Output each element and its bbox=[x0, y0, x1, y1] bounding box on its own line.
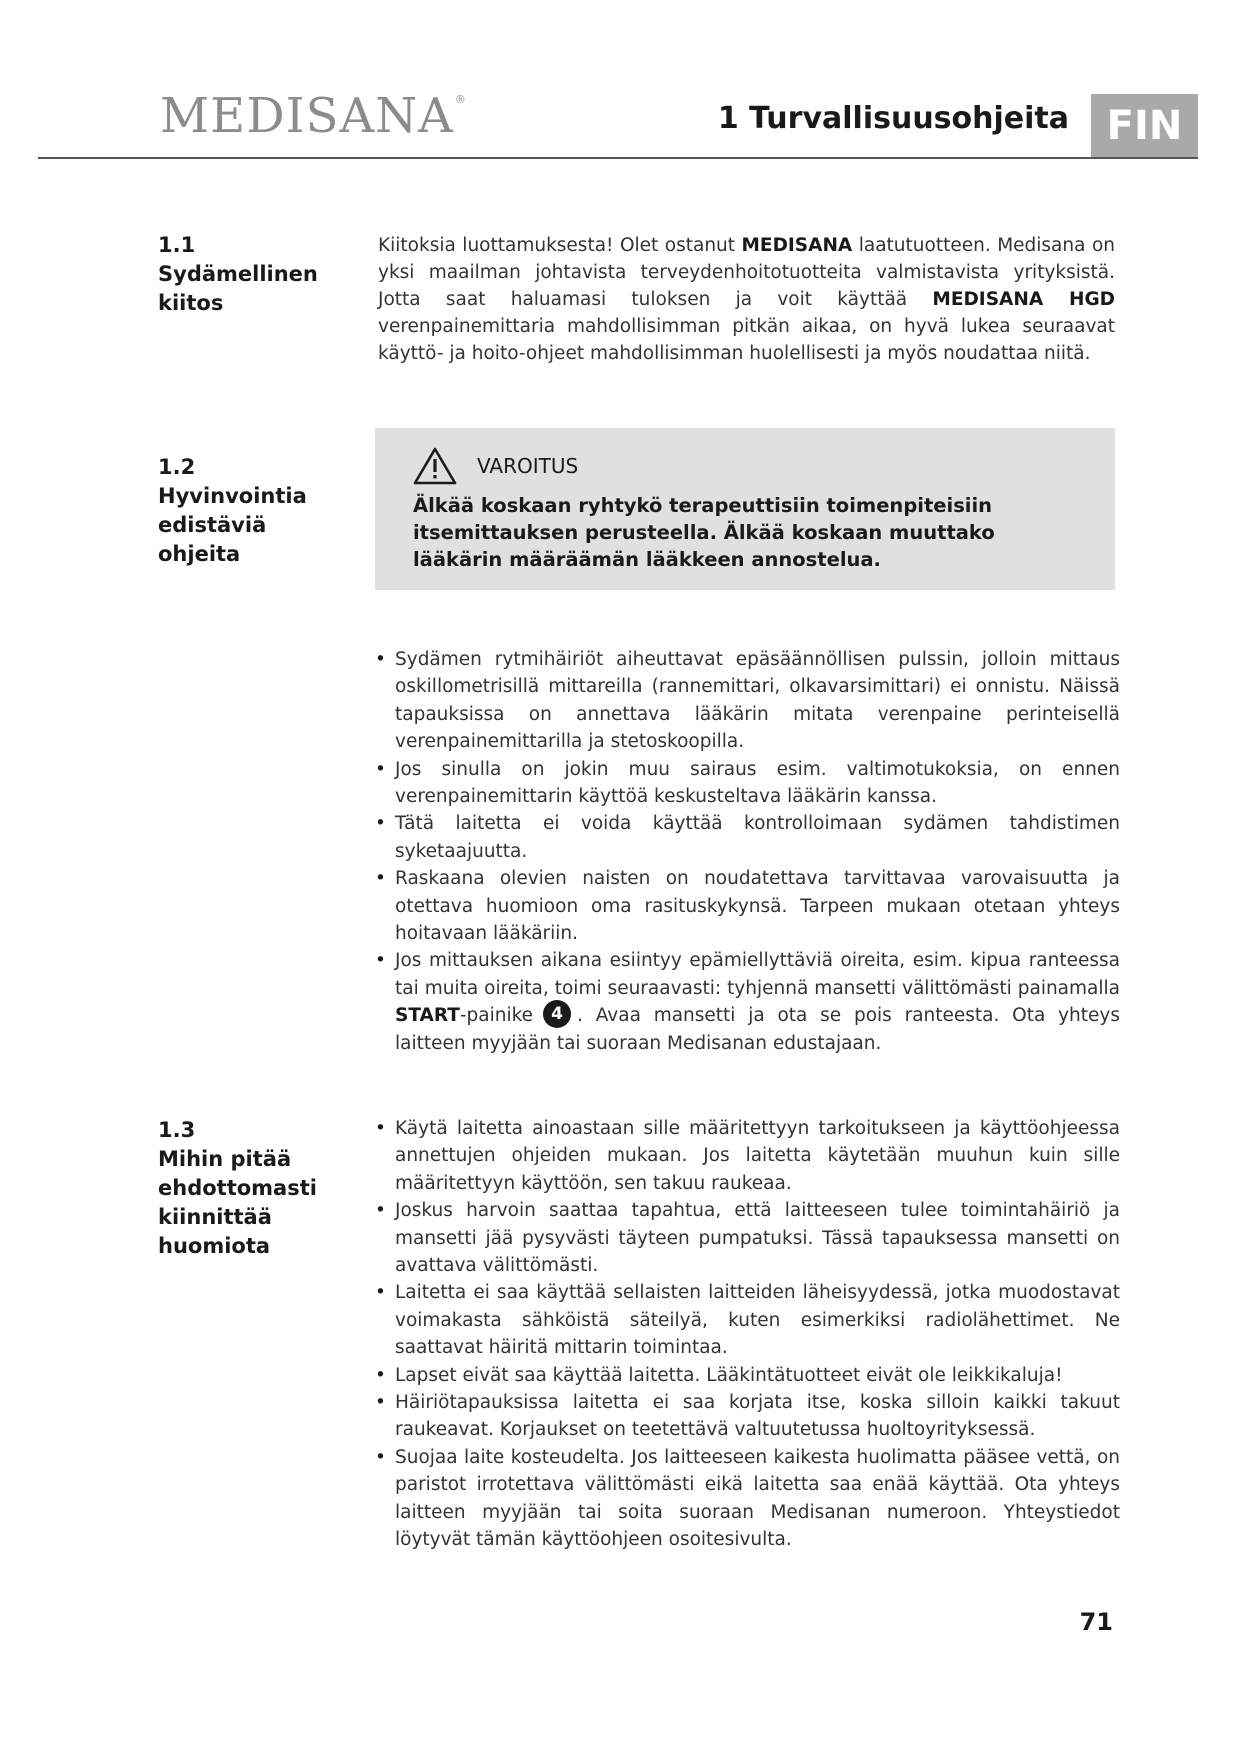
warning-triangle-icon bbox=[413, 447, 457, 485]
header-divider bbox=[38, 157, 1198, 159]
list-item: • Tätä laitetta ei voida käyttää kontrolloimaan sydämen tahdistimen syketaajuutta. bbox=[375, 810, 1120, 865]
section-title-line: huomiota bbox=[158, 1234, 271, 1258]
section-title-line: Sydämellinen bbox=[158, 262, 318, 286]
list-item: • Suojaa laite kosteudelta. Jos laitteeseen kaikesta huolimatta pääsee vettä, on paristot irrotettava välittömästi eikä laitetta saa enää käyttää. Ota yhteys laitteen myyjään tai soita suoraan Medisanan numeroon. Yhteystiedot löytyvät tämän käyttöohjeen osoitesivulta. bbox=[375, 1444, 1120, 1554]
list-item: • Käytä laitetta ainoastaan sille määritettyyn tarkoitukseen ja käyttöohjeessa annettujen ohjeiden mukaan. Jos laitetta käytetään muuhun kuin sille määritettyyn käyttöön, sen takuu raukeaa. bbox=[375, 1115, 1120, 1197]
section-1-3-heading bbox=[158, 1116, 348, 1261]
list-item: • Raskaana olevien naisten on noudatettava tarvittavaa varovaisuutta ja otettava huomioon oma rasituskykynsä. Tarpeen mukaan otetaan yhteys hoitavaan lääkäriin. bbox=[375, 865, 1120, 947]
product-name: MEDISANA HGD bbox=[932, 289, 1115, 310]
reference-number-badge: 4 bbox=[543, 1000, 571, 1028]
precautions-list bbox=[375, 1115, 1120, 1554]
section-title-line: Mihin pitää bbox=[158, 1147, 292, 1171]
section-number: 1.3 bbox=[158, 1118, 196, 1142]
section-1-1-heading bbox=[158, 231, 348, 318]
list-item: • Jos sinulla on jokin muu sairaus esim. valtimotukoksia, on ennen verenpainemittarin käyttöä keskusteltava lääkärin kanssa. bbox=[375, 756, 1120, 811]
section-title-line: kiitos bbox=[158, 291, 224, 315]
list-item: • Sydämen rytmihäiriöt aiheuttavat epäsäännöllisen pulssin, jolloin mittaus oskillometrisillä mittareilla (rannemittari, olkavarsimittari) ei onnistu. Näissä tapauksissa on annettava lääkärin mitata verenpaine perinteisellä verenpainemittarilla ja stetoskoopilla. bbox=[375, 646, 1120, 756]
brand-name: MEDISANA bbox=[741, 235, 853, 256]
chapter-title: 1 Turvallisuusohjeita bbox=[717, 101, 1069, 136]
list-item: • Häiriötapauksissa laitetta ei saa korjata itse, koska silloin kaikki takuut raukeavat. Korjaukset on teetettävä valtuutetussa huoltoyrityksessä. bbox=[375, 1389, 1120, 1444]
section-title-line: ehdottomasti bbox=[158, 1176, 317, 1200]
start-button-label: START bbox=[395, 1005, 460, 1027]
section-number: 1.2 bbox=[158, 455, 196, 479]
health-advice-list bbox=[375, 646, 1120, 1058]
section-number: 1.1 bbox=[158, 233, 196, 257]
warning-text: Älkää koskaan ryhtykö terapeuttisiin toimenpiteisiin itsemittauksen perusteella. Älkää koskaan muuttako lääkärin määräämän lääkkeen annostelua. bbox=[413, 494, 995, 571]
warning-box bbox=[375, 428, 1115, 590]
list-item: • Joskus harvoin saattaa tapahtua, että laitteeseen tulee toimintahäiriö ja mansetti jää pysyvästi täyteen pumpatuksi. Tässä tapauksessa mansetti on avattava välittömästi. bbox=[375, 1197, 1120, 1279]
list-item: • Laitetta ei saa käyttää sellaisten laitteiden läheisyydessä, jotka muodostavat voimakasta sähköistä säteilyä, kuten esimerkiksi radiolähettimet. Ne saattavat häiritä mittarin toimintaa. bbox=[375, 1279, 1120, 1361]
thanks-paragraph: Kiitoksia luottamuksesta! Olet ostanut MEDISANA laatutuotteen. Medisana on yksi maailman johtavista terveydenhoitotuotteita valmistavista yrityksistä. Jotta saat haluamasi tuloksen ja voit käyttää MEDISANA HGD verenpainemittaria mahdollisimman pitkän aikaa, on hyvä lukea seuraavat käyttö- ja hoito-ohjeet mahdollisimman huolellisesti ja myös noudattaa niitä. bbox=[378, 235, 1115, 364]
warning-label: VAROITUS bbox=[477, 454, 579, 478]
list-item: • Lapset eivät saa käyttää laitetta. Lääkintätuotteet eivät ole leikkikaluja! bbox=[375, 1362, 1120, 1389]
section-1-2-heading bbox=[158, 453, 348, 569]
section-title-line: Hyvinvointia bbox=[158, 484, 307, 508]
list-item: • Jos mittauksen aikana esiintyy epämiellyttäviä oireita, esim. kipua ranteessa tai muita oireita, toimi seuraavasti: tyhjennä mansetti välittömästi painamalla START-painike 4 . Avaa mansetti ja ota se pois ranteesta. Ota yhteys laitteen myyjään tai suoraan Medisanan edustajaan. bbox=[375, 947, 1120, 1057]
section-title-line: edistäviä ohjeita bbox=[158, 513, 267, 566]
language-badge: FIN bbox=[1091, 94, 1198, 157]
section-title-line: kiinnittää bbox=[158, 1205, 272, 1229]
page-number: 71 bbox=[1079, 1608, 1113, 1636]
medisana-logo: MEDISANA® bbox=[160, 88, 467, 144]
